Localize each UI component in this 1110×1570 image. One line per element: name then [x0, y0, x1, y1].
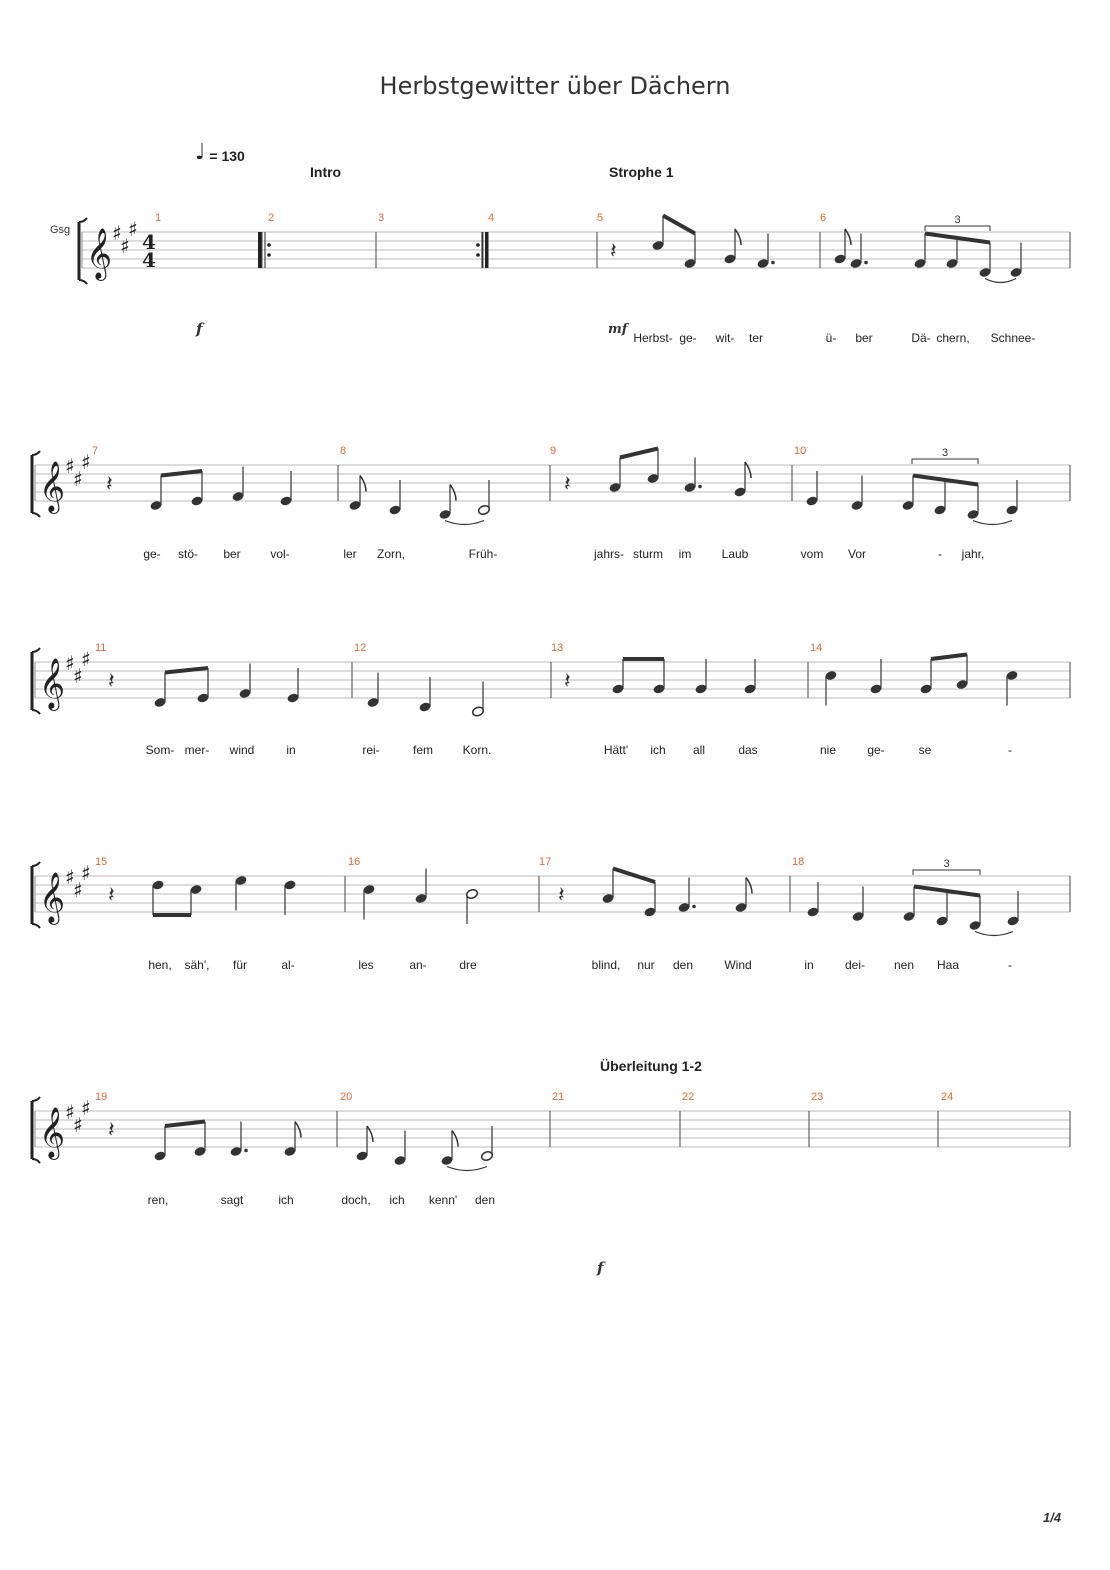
lyric-syllable: - — [1008, 958, 1012, 972]
note-flag — [845, 229, 851, 245]
tuplet-bracket — [912, 459, 978, 464]
tie — [985, 279, 1016, 283]
system-bracket — [32, 513, 40, 517]
lyric-syllable: blind, — [591, 958, 621, 972]
lyric-syllable: dre — [459, 958, 477, 972]
system-bracket — [32, 710, 40, 714]
dynamic-mezzoforte: mf — [608, 322, 628, 337]
tuplet-number: 3 — [942, 447, 949, 459]
dynamic-forte: f — [196, 320, 203, 338]
measure-number: 16 — [348, 856, 361, 868]
measure-number: 18 — [792, 856, 805, 868]
lyric-syllable: an- — [409, 958, 427, 972]
lyric-syllable: Zorn, — [376, 547, 406, 561]
treble-clef-icon: 𝄞 — [86, 228, 113, 279]
lyric-syllable: ich — [650, 743, 666, 757]
lyric-syllable: im — [678, 547, 692, 561]
measure-number: 17 — [539, 856, 552, 868]
lyric-syllable: ler — [343, 547, 357, 561]
lyric-syllable: Korn. — [462, 743, 492, 757]
beam — [620, 449, 658, 458]
sharp-icon: ♯ — [73, 664, 83, 688]
time-signature-top: 4 — [142, 230, 156, 254]
lyric-syllable: stö- — [177, 547, 199, 561]
repeat-end-thick — [485, 232, 489, 268]
measure-number: 14 — [810, 642, 823, 654]
system-bracket — [32, 1159, 40, 1163]
lyric-syllable: Laub — [721, 547, 749, 561]
lyric-syllable: chern, — [936, 331, 970, 345]
section-label-intro: Intro — [310, 164, 342, 180]
augmentation-dot — [771, 261, 775, 265]
measure-number: 2 — [268, 212, 275, 224]
treble-clef-icon: 𝄞 — [39, 872, 66, 923]
augmentation-dot — [698, 485, 702, 489]
treble-clef-icon: 𝄞 — [39, 658, 66, 709]
beam — [663, 216, 695, 234]
section-label-ueberleitung: Überleitung 1-2 — [600, 1058, 702, 1074]
sharp-icon: ♯ — [81, 647, 91, 671]
sharp-icon: ♯ — [73, 467, 83, 491]
lyric-syllable: - — [1008, 743, 1012, 757]
tie — [975, 932, 1013, 936]
sharp-icon: ♯ — [81, 1096, 91, 1120]
lyric-syllable: - — [938, 547, 942, 561]
beam — [161, 471, 202, 476]
repeat-start-thick — [258, 232, 262, 268]
sharp-icon: ♯ — [81, 861, 91, 885]
augmentation-dot — [244, 1149, 248, 1153]
lyric-syllable: den — [672, 958, 694, 972]
lyric-syllable: rei- — [362, 743, 380, 757]
lyric-syllable: fem — [412, 743, 434, 757]
lyric-syllable: nen — [893, 958, 915, 972]
lyric-syllable: ber — [223, 547, 241, 561]
quarter-rest-icon: 𝄽 — [108, 883, 115, 908]
lyric-syllable: jahr, — [961, 547, 985, 561]
lyric-syllable: in — [804, 958, 814, 972]
note-flag — [745, 462, 751, 478]
lyric-syllable: ter — [748, 331, 764, 345]
sharp-icon: ♯ — [120, 234, 130, 258]
lyric-syllable: jahrs- — [593, 547, 625, 561]
sharp-icon: ♯ — [112, 221, 122, 245]
lyric-syllable: für — [232, 958, 248, 972]
dynamic-forte: f — [597, 1259, 604, 1277]
tempo-value: = 130 — [209, 148, 245, 164]
lyric-syllable: sturm — [633, 547, 663, 561]
lyric-syllable: das — [738, 743, 758, 757]
measure-number: 1 — [155, 212, 162, 224]
lyric-syllable: Schnee- — [990, 331, 1036, 345]
measure-number: 10 — [794, 445, 807, 457]
lyric-syllable: nie — [819, 743, 837, 757]
lyric-syllable: Herbst- — [633, 331, 673, 345]
system-bracket — [79, 280, 87, 284]
measure-number: 11 — [95, 642, 107, 654]
measure-number: 6 — [820, 212, 827, 224]
lyric-syllable: den — [474, 1193, 496, 1207]
system-bracket — [32, 924, 40, 928]
sharp-icon: ♯ — [128, 217, 138, 241]
measure-number: 24 — [941, 1091, 954, 1103]
lyric-syllable: Früh- — [468, 547, 498, 561]
sharp-icon: ♯ — [73, 878, 83, 902]
lyric-syllable: wind — [229, 743, 255, 757]
sharp-icon: ♯ — [65, 1100, 75, 1124]
system-bracket — [32, 648, 40, 652]
lyric-syllable: Dä- — [911, 331, 931, 345]
sharp-icon: ♯ — [65, 651, 75, 675]
lyric-syllable: ge- — [143, 547, 161, 561]
sharp-icon: ♯ — [81, 450, 91, 474]
quarter-rest-icon: 𝄽 — [610, 239, 617, 264]
lyric-syllable: Hätt' — [603, 743, 629, 757]
beam — [613, 869, 655, 883]
tuplet-number: 3 — [943, 858, 950, 870]
system-bracket — [32, 862, 40, 866]
lyric-syllable: säh', — [184, 958, 210, 972]
instrument-label: Gsg — [50, 224, 71, 236]
quarter-rest-icon: 𝄽 — [564, 669, 571, 694]
quarter-rest-icon: 𝄽 — [108, 669, 115, 694]
augmentation-dot — [864, 261, 868, 265]
lyric-syllable: ge- — [679, 331, 697, 345]
sharp-icon: ♯ — [65, 865, 75, 889]
lyric-syllable: hen, — [148, 958, 172, 972]
measure-number: 22 — [682, 1091, 695, 1103]
measure-number: 5 — [597, 212, 604, 224]
tuplet-bracket — [925, 226, 990, 231]
lyric-syllable: wit- — [715, 331, 735, 345]
tuplet-bracket — [913, 870, 980, 875]
quarter-rest-icon: 𝄽 — [558, 883, 565, 908]
measure-number: 8 — [340, 445, 347, 457]
measure-number: 3 — [378, 212, 385, 224]
system-bracket — [32, 1097, 40, 1101]
quarter-rest-icon: 𝄽 — [108, 1118, 115, 1143]
lyric-syllable: all — [692, 743, 706, 757]
treble-clef-icon: 𝄞 — [39, 1107, 66, 1158]
lyric-syllable: se — [918, 743, 932, 757]
repeat-dot — [476, 243, 480, 247]
measure-number: 19 — [95, 1091, 108, 1103]
sharp-icon: ♯ — [73, 1113, 83, 1137]
measure-number: 23 — [811, 1091, 824, 1103]
lyric-syllable: sagt — [220, 1193, 244, 1207]
lyric-syllable: doch, — [341, 1193, 371, 1207]
time-signature-bottom: 4 — [142, 248, 156, 272]
beam — [931, 655, 967, 660]
repeat-dot — [476, 253, 480, 257]
note-flag — [367, 1126, 373, 1142]
lyric-syllable: Som- — [145, 743, 175, 757]
lyric-syllable: vom — [800, 547, 824, 561]
lyric-syllable: les — [358, 958, 374, 972]
note-flag — [735, 229, 741, 245]
section-label-strophe-1: Strophe 1 — [609, 164, 674, 180]
augmentation-dot — [692, 905, 696, 909]
quarter-note-icon: ♩ — [195, 140, 206, 165]
score-title: Herbstgewitter über Dächern — [379, 72, 731, 100]
system-bracket — [32, 451, 40, 455]
repeat-dot — [267, 243, 271, 247]
lyric-syllable: dei- — [844, 958, 866, 972]
lyric-syllable: kenn' — [428, 1193, 458, 1207]
measure-number: 13 — [551, 642, 564, 654]
tie — [447, 1167, 487, 1171]
tie — [973, 521, 1012, 525]
lyric-syllable: nur — [637, 958, 655, 972]
measure-number: 21 — [552, 1091, 565, 1103]
lyric-syllable: ge- — [867, 743, 885, 757]
page-number: 1/4 — [1043, 1510, 1062, 1525]
lyric-syllable: Haa — [936, 958, 960, 972]
measure-number: 4 — [488, 212, 495, 224]
tie — [445, 521, 484, 525]
lyric-syllable: al- — [281, 958, 295, 972]
measure-number: 7 — [92, 445, 99, 457]
repeat-dot — [267, 253, 271, 257]
measure-number: 15 — [95, 856, 108, 868]
lyric-syllable: vol- — [270, 547, 290, 561]
lyric-syllable: mer- — [184, 743, 210, 757]
lyric-syllable: ü- — [825, 331, 837, 345]
treble-clef-icon: 𝄞 — [39, 461, 66, 512]
lyric-syllable: ich — [278, 1193, 294, 1207]
beam — [165, 668, 208, 673]
lyric-syllable: Wind — [724, 958, 752, 972]
sharp-icon: ♯ — [65, 454, 75, 478]
tuplet-number: 3 — [954, 214, 961, 226]
lyric-syllable: ren, — [147, 1193, 169, 1207]
measure-number: 12 — [354, 642, 367, 654]
measure-number: 20 — [340, 1091, 353, 1103]
lyric-syllable: ber — [855, 331, 873, 345]
measure-number: 9 — [550, 445, 557, 457]
lyric-syllable: Vor — [847, 547, 867, 561]
lyric-syllable: ich — [389, 1193, 405, 1207]
quarter-rest-icon: 𝄽 — [106, 472, 113, 497]
beam — [165, 1122, 205, 1127]
quarter-rest-icon: 𝄽 — [564, 472, 571, 497]
system-bracket — [79, 218, 87, 222]
lyric-syllable: in — [286, 743, 296, 757]
